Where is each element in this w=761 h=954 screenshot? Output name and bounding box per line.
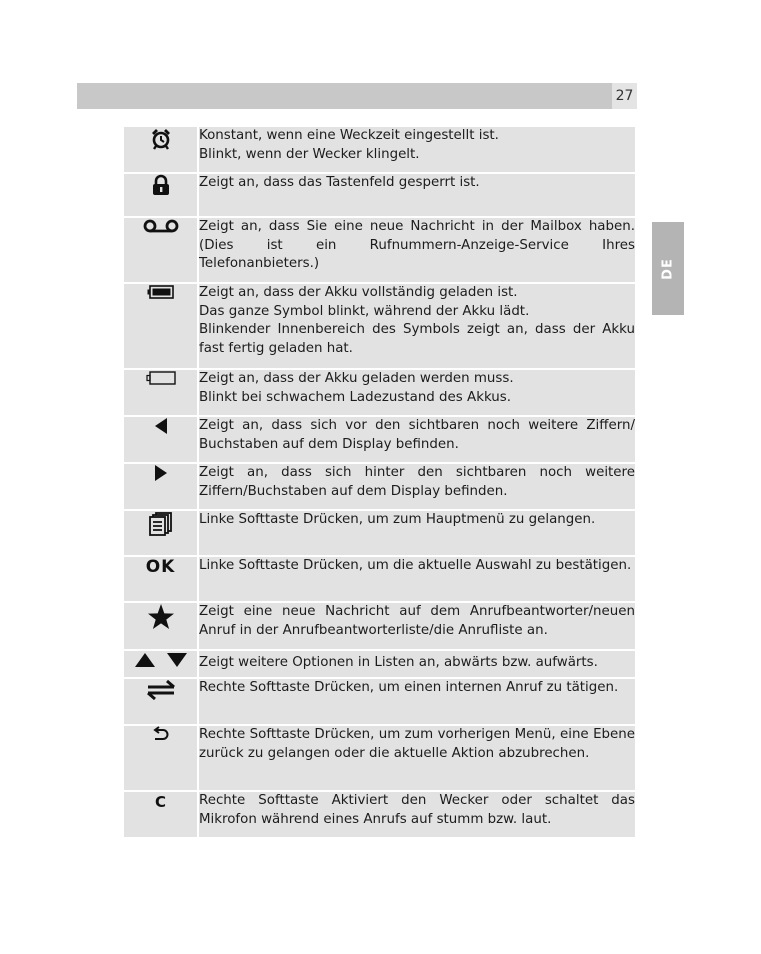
icon-cell <box>124 603 197 649</box>
description-cell <box>197 284 635 368</box>
page-number: 27 <box>612 83 637 109</box>
icon-cell <box>124 557 197 601</box>
menu-icon <box>148 511 174 537</box>
description-cell <box>197 174 635 216</box>
icon-cell <box>124 127 197 172</box>
header-bar <box>77 83 612 109</box>
table-row <box>124 370 635 415</box>
arrow-right-icon <box>153 464 169 482</box>
description-line: Zeigt an, dass sich vor den sichtbaren noch weitere Ziffern/ Buchstaben auf dem Display befinden. <box>199 418 635 452</box>
voicemail-icon <box>141 219 181 233</box>
table-row <box>124 603 635 649</box>
language-tab <box>652 222 684 315</box>
table-row <box>124 464 635 509</box>
description-line: Blinkender Innenbereich des Symbols zeigt an, dass der Akku fast fertig geladen hat. <box>199 322 635 356</box>
table-row <box>124 557 635 601</box>
description-cell <box>197 127 635 172</box>
description-cell <box>197 417 635 462</box>
ok-icon: OK <box>145 557 176 577</box>
icon-cell <box>124 417 197 462</box>
icon-cell <box>124 511 197 555</box>
table-row <box>124 511 635 555</box>
table-row <box>124 284 635 368</box>
icon-cell <box>124 284 197 368</box>
clear-icon: C <box>154 793 166 811</box>
alarm-clock-icon <box>149 127 173 151</box>
transfer-icon <box>145 679 177 701</box>
description-line: Blinkt, wenn der Wecker klingelt. <box>199 146 420 162</box>
description-line: Zeigt an, dass das Tastenfeld gesperrt ist. <box>199 175 480 190</box>
table-row <box>124 218 635 282</box>
star-icon <box>147 603 175 631</box>
table-row <box>124 679 635 724</box>
battery-empty-icon <box>146 371 176 385</box>
description-cell <box>197 464 635 509</box>
description-cell <box>197 651 635 677</box>
description-line: Rechte Softtaste Aktiviert den Wecker oder schaltet das Mikrofon während eines Anrufs auf stumm bzw. laut. <box>199 793 635 827</box>
description-cell <box>197 603 635 649</box>
description-line: Linke Softtaste Drücken, um die aktuelle Auswahl zu bestätigen. <box>199 558 632 573</box>
description-cell <box>197 679 635 724</box>
description-line: Zeigt an, dass der Akku geladen werden muss. <box>199 371 514 386</box>
table-row <box>124 174 635 216</box>
description-line: Rechte Softtaste Drücken, um zum vorherigen Menü, eine Ebene zurück zu gelangen oder die aktuelle Aktion abzubrechen. <box>199 727 635 761</box>
icon-cell <box>124 792 197 837</box>
description-line: Linke Softtaste Drücken, um zum Hauptmenü zu gelangen. <box>199 512 596 527</box>
icon-cell <box>124 651 197 677</box>
icon-cell <box>124 174 197 216</box>
description-line: Zeigt weitere Optionen in Listen an, abwärts bzw. aufwärts. <box>199 655 598 670</box>
icon-cell <box>124 370 197 415</box>
description-cell <box>197 557 635 601</box>
description-line: Zeigt an, dass der Akku vollständig geladen ist. <box>199 285 518 300</box>
battery-full-icon <box>147 285 175 299</box>
description-cell <box>197 792 635 837</box>
table-row <box>124 417 635 462</box>
table-row <box>124 726 635 790</box>
icon-cell <box>124 679 197 724</box>
description-line: Zeigt an, dass sich hinter den sichtbaren noch weitere Ziffern/Buchstaben auf dem Display befinden. <box>199 465 635 499</box>
description-line: Zeigt an, dass Sie eine neue Nachricht in der Mailbox haben. (Dies ist ein Rufnummern-Anzeige-Service Ihres Telefonanbieters.) <box>199 219 635 271</box>
icon-cell <box>124 726 197 790</box>
icon-cell <box>124 464 197 509</box>
table-row <box>124 127 635 172</box>
description-cell <box>197 726 635 790</box>
back-icon <box>152 726 170 742</box>
up-down-arrows-icon <box>131 651 191 669</box>
description-line: Blinkt bei schwachem Ladezustand des Akkus. <box>199 389 512 405</box>
language-tab-label: DE <box>660 257 676 280</box>
description-cell <box>197 218 635 282</box>
icon-cell <box>124 218 197 282</box>
description-line: Zeigt eine neue Nachricht auf dem Anrufbeantworter/neuen Anruf in der Anrufbeantworterliste/die Anrufliste an. <box>199 604 635 638</box>
table-row <box>124 651 635 677</box>
arrow-left-icon <box>153 417 169 435</box>
lock-icon <box>151 174 171 196</box>
description-cell <box>197 370 635 415</box>
icon-table <box>124 125 635 839</box>
description-cell <box>197 511 635 555</box>
description-line: Das ganze Symbol blinkt, während der Akku lädt. <box>199 303 530 319</box>
description-line: Konstant, wenn eine Weckzeit eingestellt ist. <box>199 128 499 143</box>
table-row <box>124 792 635 837</box>
description-line: Rechte Softtaste Drücken, um einen internen Anruf zu tätigen. <box>199 680 619 695</box>
